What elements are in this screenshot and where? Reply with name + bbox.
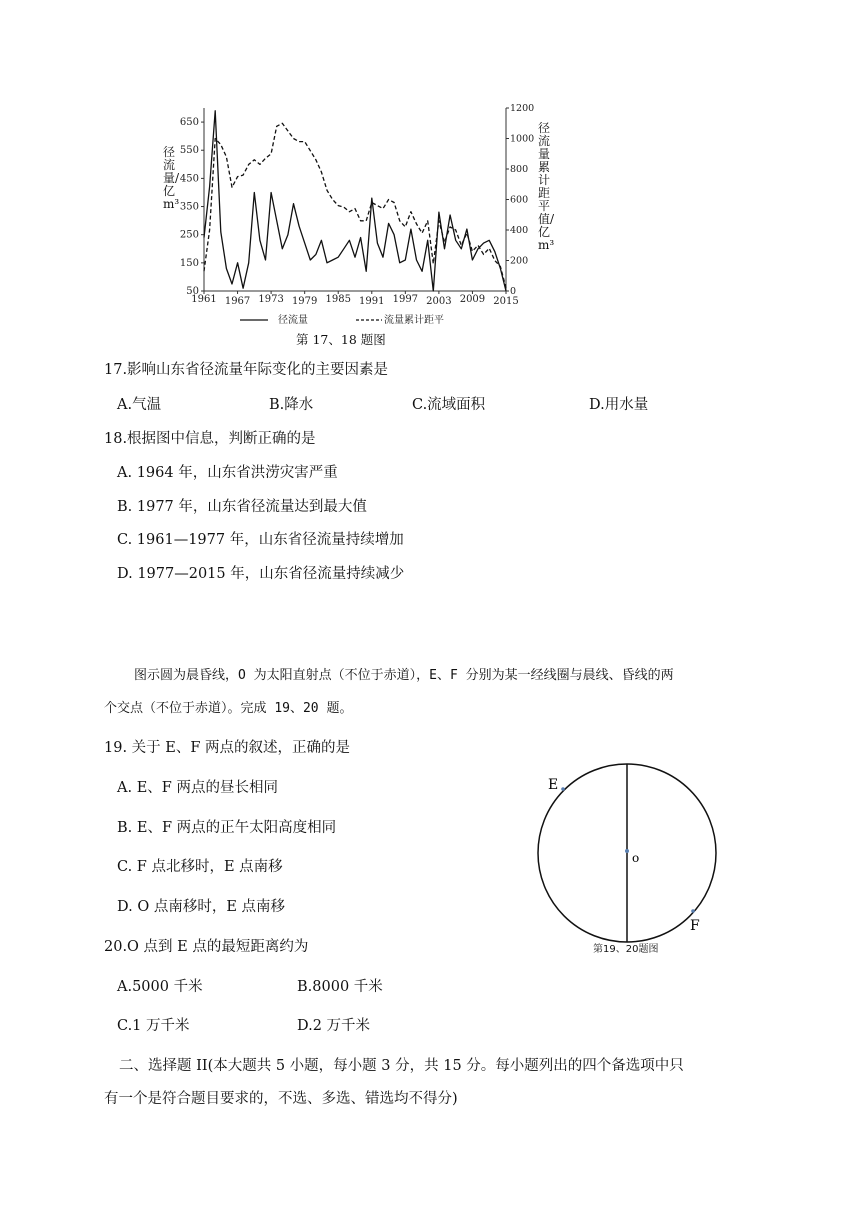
question-17-stem: 17.影响山东省径流量年际变化的主要因素是 <box>104 362 389 378</box>
x-tick-label: 1967 <box>224 296 251 307</box>
right-tick-label: 1000 <box>510 133 535 145</box>
left-tick-label: 50 <box>186 286 199 297</box>
legend-label-runoff: 径流量 <box>278 315 308 326</box>
right-tick-label: 400 <box>510 225 529 236</box>
intro-19-20-line2: 个交点（不位于赤道）。完成 19、20 题。 <box>104 701 353 716</box>
q17-option-a[interactable]: A.气温 <box>117 397 162 413</box>
label-f: F <box>690 918 700 934</box>
question-20-stem: 20.O 点到 E 点的最短距离约为 <box>104 939 309 955</box>
q17-option-b[interactable]: B.降水 <box>269 397 314 413</box>
q18-option-b[interactable]: B. 1977 年，山东省径流量达到最大值 <box>117 499 367 515</box>
q18-option-c[interactable]: C. 1961—1977 年，山东省径流量持续增加 <box>117 532 404 548</box>
x-tick-label: 1973 <box>258 294 284 305</box>
left-tick-label: 450 <box>179 173 199 185</box>
question-18-stem: 18.根据图中信息，判断正确的是 <box>104 431 316 447</box>
x-tick-label: 2003 <box>426 296 452 307</box>
left-tick-label: 350 <box>179 201 199 213</box>
x-tick-label: 2009 <box>459 294 486 305</box>
chart-left-axis-label: 径流量/亿m³ <box>163 145 180 211</box>
left-tick-label: 250 <box>179 229 199 241</box>
point-e <box>561 787 565 791</box>
point-o <box>625 849 629 853</box>
x-tick-label: 1991 <box>359 296 385 307</box>
runoff-chart <box>160 98 560 348</box>
point-f <box>691 909 695 913</box>
question-19-stem: 19. 关于 E、F 两点的叙述，正确的是 <box>104 740 351 756</box>
x-tick-label: 1979 <box>291 296 318 307</box>
q17-option-c[interactable]: C.流域面积 <box>412 397 486 413</box>
x-tick-label: 1985 <box>325 294 351 305</box>
chart-right-axis-label: 径流量累计距平值/亿m³ <box>538 121 555 252</box>
chart-caption: 第 17、18 题图 <box>296 332 386 347</box>
right-tick-label: 1200 <box>510 103 535 114</box>
q19-option-a[interactable]: A. E、F 两点的昼长相同 <box>117 780 278 796</box>
section-2-header-line1: 二、选择题 II(本大题共 5 小题，每小题 3 分，共 15 分。每小题列出的四个备选项中只 <box>119 1058 684 1074</box>
intro-19-20-line1: 图示圆为晨昏线，O 为太阳直射点（不位于赤道），E、F 分别为某一经线圈与晨线、昏线的两 <box>134 668 674 683</box>
label-o: o <box>632 851 640 865</box>
runoff-line <box>204 111 506 291</box>
right-tick-label: 200 <box>510 255 529 267</box>
right-tick-label: 0 <box>510 286 517 297</box>
q18-option-d[interactable]: D. 1977—2015 年，山东省径流量持续减少 <box>117 566 405 582</box>
q18-option-a[interactable]: A. 1964 年，山东省洪涝灾害严重 <box>117 465 338 481</box>
legend-label-cumulative: 流量累计距平 <box>384 315 444 326</box>
q20-option-c[interactable]: C.1 万千米 <box>117 1018 190 1034</box>
q20-option-b[interactable]: B.8000 千米 <box>297 979 383 995</box>
left-tick-label: 150 <box>179 257 199 269</box>
x-tick-label: 2015 <box>493 296 519 307</box>
q19-option-d[interactable]: D. O 点南移时，E 点南移 <box>117 899 286 915</box>
q19-option-b[interactable]: B. E、F 两点的正午太阳高度相同 <box>117 820 337 836</box>
right-tick-label: 800 <box>510 164 529 175</box>
terminator-circle-figure <box>530 758 730 958</box>
x-tick-label: 1961 <box>191 294 217 305</box>
x-tick-label: 1997 <box>392 294 419 305</box>
cumulative-anomaly-line <box>204 123 506 288</box>
right-tick-label: 600 <box>510 194 529 206</box>
q17-option-d[interactable]: D.用水量 <box>589 397 649 413</box>
q20-option-d[interactable]: D.2 万千米 <box>297 1018 371 1034</box>
q19-option-c[interactable]: C. F 点北移时，E 点南移 <box>117 859 283 875</box>
section-2-header-line2: 有一个是符合题目要求的，不选、多选、错选均不得分) <box>104 1091 458 1107</box>
left-tick-label: 650 <box>179 117 199 129</box>
q20-option-a[interactable]: A.5000 千米 <box>117 979 203 995</box>
label-e: E <box>548 777 559 793</box>
circle-figure-caption: 第19、20题图 <box>593 944 659 955</box>
left-tick-label: 550 <box>179 145 199 157</box>
